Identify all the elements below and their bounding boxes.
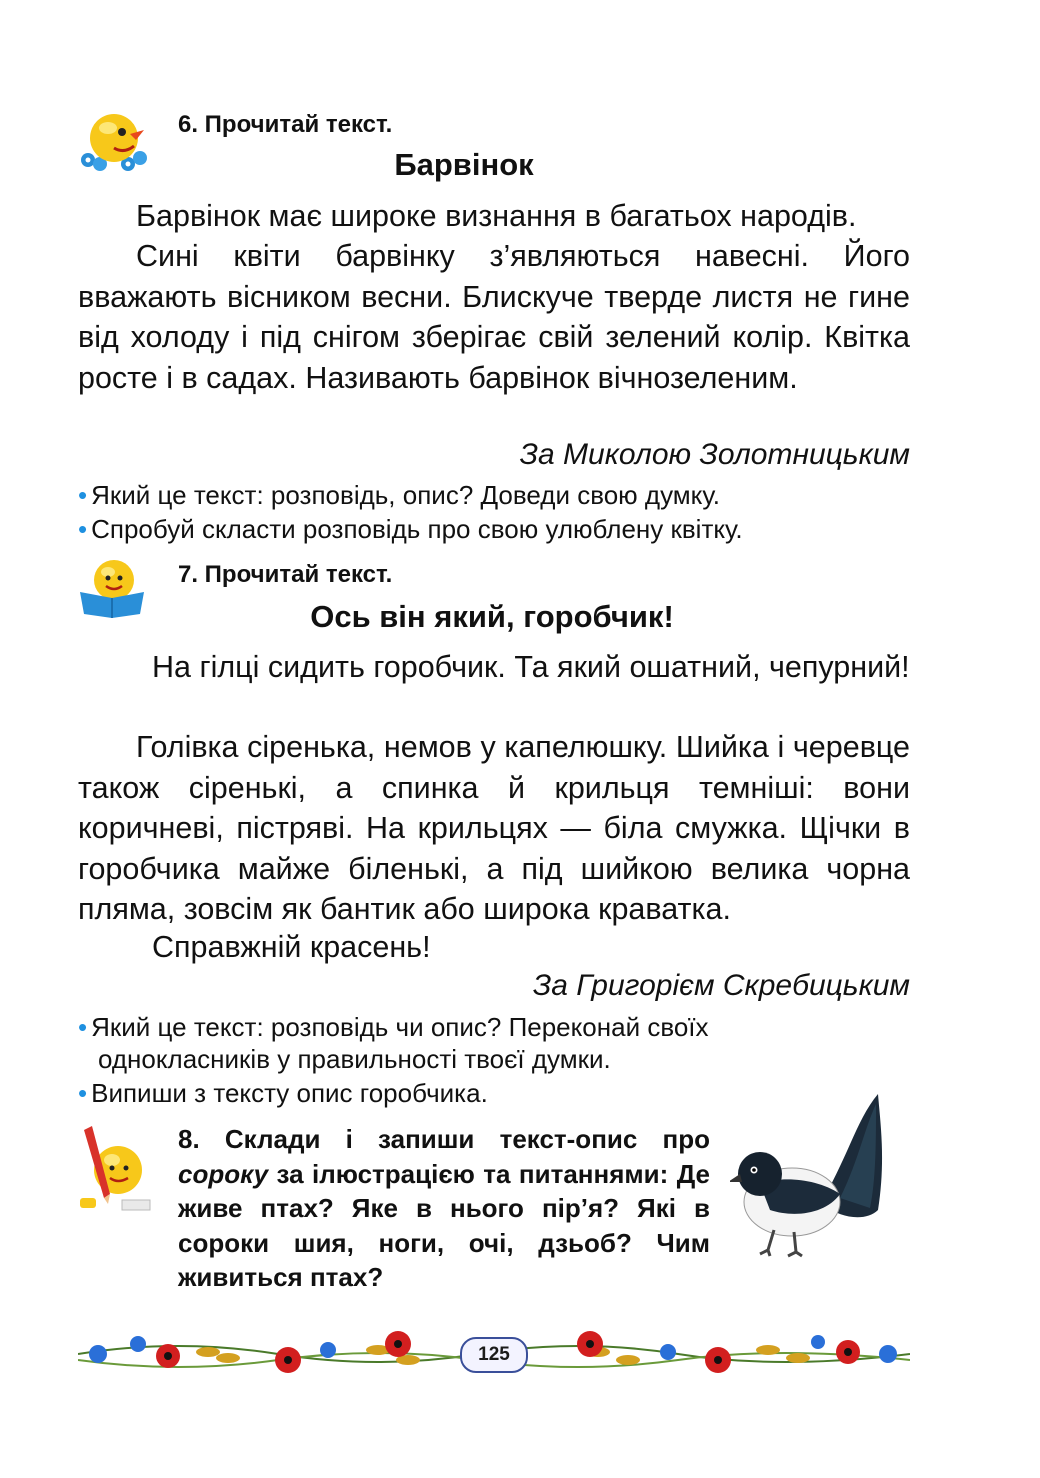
task-8-number: 8. [178, 1124, 200, 1154]
task-7-question-1: • Який це текст: розповідь чи опис? Переконай своїх однокласників у правильності твоєї думки. [78, 1012, 709, 1074]
task-6-paragraph-2: Сині квіти барвінку з’являються навесні. Його вважають вісником весни. Блискуче тверде листя не гине від холоду і під снігом зберігає свій зелений колір. Квітка росте і в садах. Називають барвінок вічнозеленим. [78, 239, 910, 395]
task-6-title: 6. Прочитай текст. [178, 111, 393, 138]
task-6-question-2: • Спробуй скласти розповідь про свою улюблену квітку. [78, 514, 743, 544]
task-7-paragraph-3: Справжній красень! [152, 930, 431, 964]
bullet-icon: • [78, 1078, 88, 1108]
task-7-paragraph-2: Голівка сіренька, немов у капелюшку. Шийка і черевце також сіренькі, а спинка й крильця темніші: вони коричневі, пістряві. На крильцях — біла смужка. Щічки в горобчика майже біленькі, а під шийкою велика чорна пляма, зовсім як бантик або широка краватка. [78, 730, 910, 926]
task-7-title: 7. Прочитай текст. [178, 561, 393, 588]
task-7-heading: Ось він який, горобчик! [310, 599, 674, 634]
task-7-paragraph-1: На гілці сидить горобчик. Та який ошатний, чепурний! [152, 650, 910, 684]
task-7-author: За Григорієм Скребицьким [532, 969, 910, 1002]
page-number: 125 [460, 1337, 528, 1373]
task-6-heading: Барвінок [394, 147, 534, 182]
smiley-pencil-icon [78, 1124, 152, 1214]
task-8-text: 8. Склади і запиши текст-опис про сороку за ілюстрацією та питаннями: Де живе птах? Яке в нього пір’я? Які в сороки шия, ноги, очі, дзьоб? Чим живиться птах? [178, 1124, 710, 1292]
bullet-icon: • [78, 514, 88, 544]
task-7-question-2: • Випиши з тексту опис горобчика. [78, 1078, 488, 1108]
magpie-illustration [730, 1090, 910, 1270]
bullet-icon: • [78, 1012, 88, 1042]
task-6-question-1: • Який це текст: розповідь, опис? Доведи свою думку. [78, 480, 720, 510]
task-8-emphasis: сороку [178, 1158, 269, 1189]
task-6-paragraph-1: Барвінок має широке визнання в багатьох народів. [136, 199, 857, 233]
task-6-author: За Миколою Золотницьким [519, 438, 910, 471]
bullet-icon: • [78, 480, 88, 510]
